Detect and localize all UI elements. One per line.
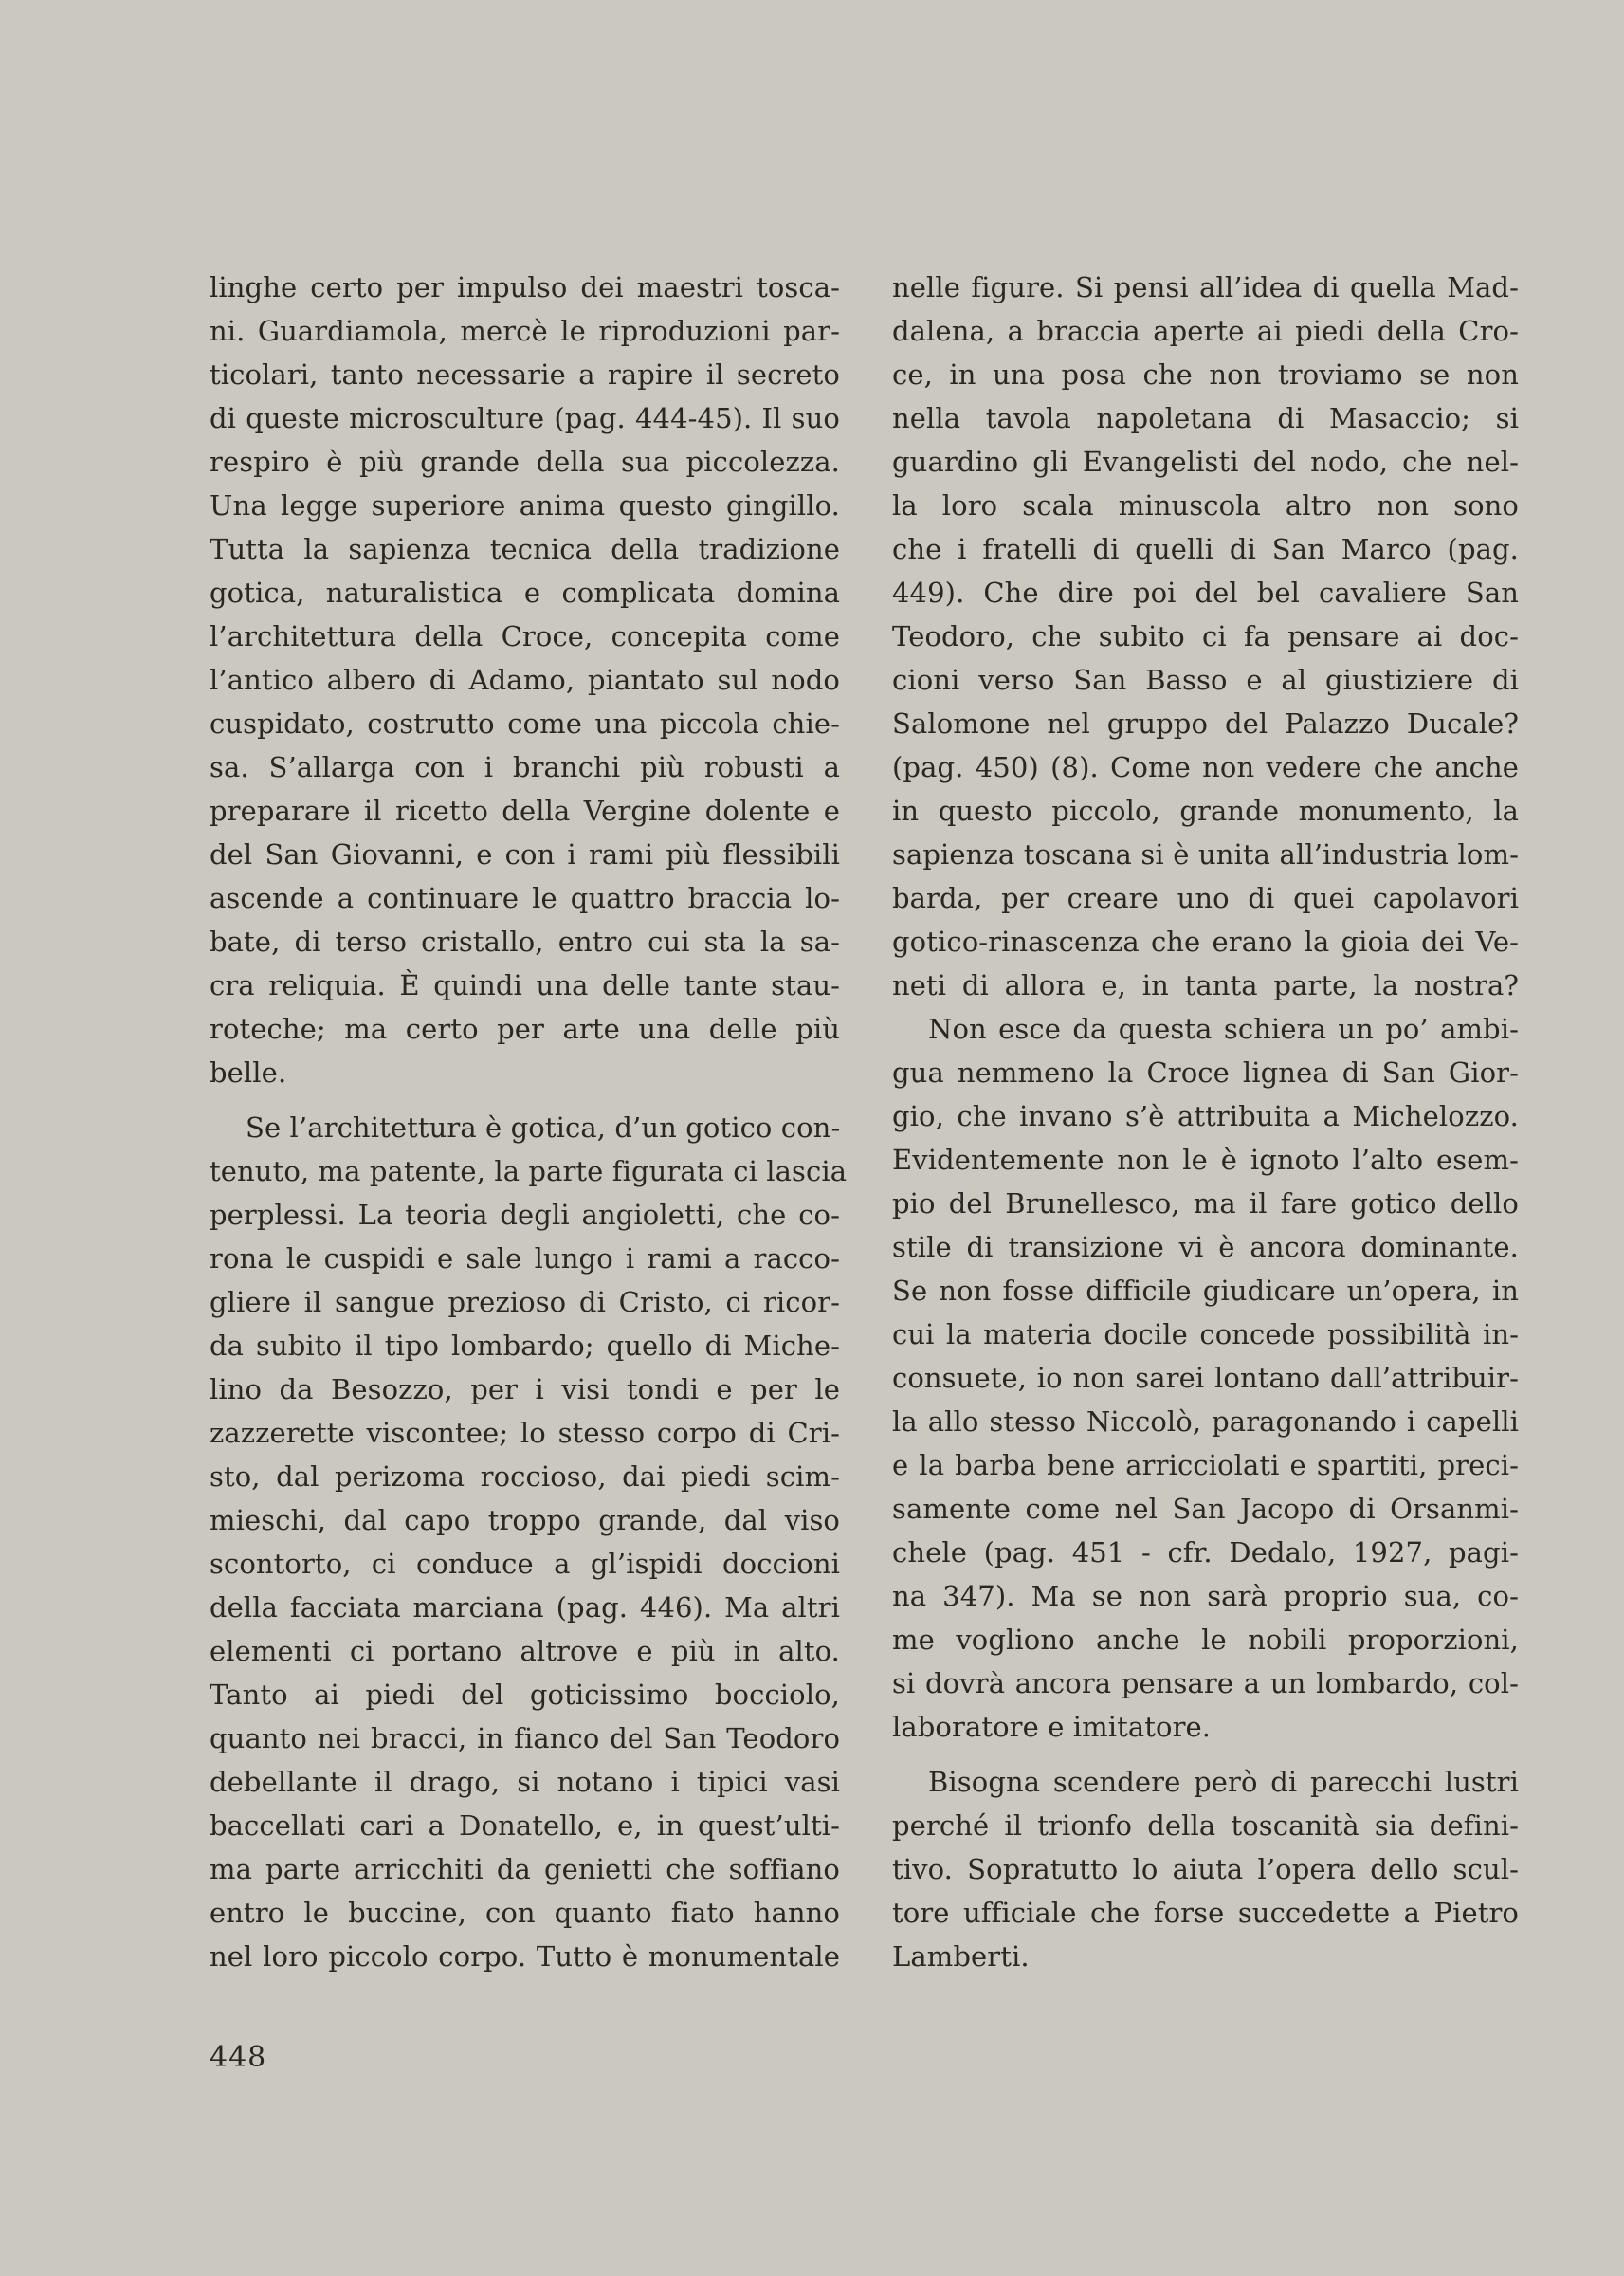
text-line: la loro scala minuscola altro non sono — [892, 489, 1519, 522]
text-line: pio del Brunellesco, ma il fare gotico dello — [892, 1187, 1519, 1220]
text-line: bate, di terso cristallo, entro cui sta la sa- — [210, 926, 840, 958]
text-line: di queste microsculture (pag. 444-45). Il suo — [210, 402, 840, 434]
paragraph-gap — [210, 1094, 840, 1106]
text-line: Se non fosse difficile giudicare un’opera, in — [892, 1275, 1519, 1307]
page-number: 448 — [210, 2041, 267, 2074]
text-line: ni. Guardiamola, mercè le riproduzioni par- — [210, 315, 840, 347]
text-line: nelle figure. Si pensi all’idea di quella Mad- — [892, 271, 1519, 303]
text-line: ma parte arricchiti da genietti che soffiano — [210, 1853, 840, 1885]
text-line: perché il trionfo della toscanità sia defini- — [892, 1809, 1519, 1842]
text-line: sapienza toscana si è unita all’industria lom- — [892, 838, 1519, 871]
text-line: che i fratelli di quelli di San Marco (pag. — [892, 533, 1519, 565]
text-line: ce, in una posa che non troviamo se non — [892, 358, 1519, 391]
text-line: entro le buccine, con quanto fiato hanno — [210, 1897, 840, 1929]
text-line: Evidentemente non le è ignoto l’alto esem- — [892, 1144, 1519, 1176]
text-line: Tutta la sapienza tecnica della tradizione — [210, 533, 840, 565]
text-line: gio, che invano s’è attribuita a Michelozzo. — [892, 1100, 1519, 1132]
text-line: zazzerette viscontee; lo stesso corpo di Cri- — [210, 1417, 840, 1449]
text-line: elementi ci portano altrove e più in alto. — [210, 1635, 840, 1667]
text-line: neti di allora e, in tanta parte, la nostra? — [892, 969, 1519, 1001]
text-line: in questo piccolo, grande monumento, la — [892, 795, 1519, 827]
text-line: Lamberti. — [892, 1940, 1030, 1973]
text-line: guardino gli Evangelisti del nodo, che nel- — [892, 446, 1519, 478]
paragraph-gap — [892, 1749, 1519, 1760]
text-line: chele (pag. 451 - cfr. Dedalo, 1927, pagi- — [892, 1536, 1519, 1569]
text-line: linghe certo per impulso dei maestri tosca- — [210, 271, 840, 303]
text-line: gotico-rinascenza che erano la gioia dei Ve- — [892, 926, 1519, 958]
text-line: si dovrà ancora pensare a un lombardo, col- — [892, 1667, 1519, 1699]
text-line: Tanto ai piedi del goticissimo bocciolo, — [210, 1679, 840, 1711]
text-line: da subito il tipo lombardo; quello di Miche- — [210, 1330, 840, 1362]
text-line: na 347). Ma se non sarà proprio sua, co- — [892, 1580, 1519, 1612]
text-line: (pag. 450) (8). Come non vedere che anche — [892, 751, 1519, 783]
text-line: ticolari, tanto necessarie a rapire il secreto — [210, 358, 840, 391]
text-line: l’antico albero di Adamo, piantato sul nodo — [210, 664, 840, 696]
text-line: perplessi. La teoria degli angioletti, che co- — [210, 1199, 840, 1231]
text-line: laboratore e imitatore. — [892, 1711, 1212, 1743]
text-line: la allo stesso Niccolò, paragonando i capelli — [892, 1405, 1519, 1438]
text-line: mieschi, dal capo troppo grande, dal viso — [210, 1504, 840, 1536]
text-line: Non esce da questa schiera un po’ ambi- — [928, 1013, 1519, 1045]
text-line: lino da Besozzo, per i visi tondi e per le — [210, 1373, 840, 1405]
text-line: gliere il sangue prezioso di Cristo, ci ricor- — [210, 1286, 840, 1318]
text-line: roteche; ma certo per arte una delle più — [210, 1013, 840, 1045]
text-line: l’architettura della Croce, concepita come — [210, 620, 840, 652]
text-line: belle. — [210, 1056, 287, 1089]
text-line: cui la materia docile concede possibilità in- — [892, 1318, 1519, 1350]
text-line: del San Giovanni, e con i rami più flessibili — [210, 838, 840, 871]
text-line: rona le cuspidi e sale lungo i rami a racco- — [210, 1242, 840, 1275]
text-line: tenuto, ma patente, la parte figurata ci lascia — [210, 1155, 848, 1187]
text-line: dalena, a braccia aperte ai piedi della Cro- — [892, 315, 1519, 347]
text-line: e la barba bene arricciolati e spartiti, preci- — [892, 1449, 1519, 1481]
right-column — [892, 266, 1519, 1978]
text-line: Teodoro, che subito ci fa pensare ai doc- — [892, 620, 1519, 652]
text-line: Se l’architettura è gotica, d’un gotico con- — [246, 1111, 841, 1144]
text-line: 449). Che dire poi del bel cavaliere San — [892, 577, 1519, 609]
text-line: baccellati cari a Donatello, e, in quest’ulti- — [210, 1809, 840, 1842]
text-line: Salomone nel gruppo del Palazzo Ducale? — [892, 707, 1519, 740]
text-line: gua nemmeno la Croce lignea di San Gior- — [892, 1056, 1519, 1089]
text-line: tore ufficiale che forse succedette a Pietro — [892, 1897, 1519, 1929]
text-line: stile di transizione vi è ancora dominante. — [892, 1231, 1519, 1263]
text-line: debellante il drago, si notano i tipici vasi — [210, 1766, 840, 1798]
text-line: consuete, io non sarei lontano dall’attribuir- — [892, 1362, 1519, 1394]
text-line: preparare il ricetto della Vergine dolente e — [210, 795, 840, 827]
text-line: sto, dal perizoma roccioso, dai piedi scim- — [210, 1460, 840, 1493]
text-line: tivo. Sopratutto lo aiuta l’opera dello scul- — [892, 1853, 1519, 1885]
text-line: gotica, naturalistica e complicata domina — [210, 577, 840, 609]
text-line: quanto nei bracci, in fianco del San Teodoro — [210, 1722, 840, 1754]
text-line: samente come nel San Jacopo di Orsanmi- — [892, 1493, 1519, 1525]
text-line: Bisogna scendere però di parecchi lustri — [928, 1766, 1519, 1798]
text-line: cra reliquia. È quindi una delle tante stau- — [210, 969, 840, 1001]
text-line: Una legge superiore anima questo gingillo. — [210, 489, 840, 522]
text-line: scontorto, ci conduce a gl’ispidi doccioni — [210, 1548, 840, 1580]
text-line: me vogliono anche le nobili proporzioni, — [892, 1624, 1519, 1656]
text-line: barda, per creare uno di quei capolavori — [892, 882, 1519, 914]
text-line: cuspidato, costrutto come una piccola chie- — [210, 707, 840, 740]
text-line: della facciata marciana (pag. 446). Ma altri — [210, 1591, 840, 1624]
text-line: sa. S’allarga con i branchi più robusti a — [210, 751, 840, 783]
left-column — [210, 266, 848, 1978]
text-line: cioni verso San Basso e al giustiziere di — [892, 664, 1519, 696]
text-line: ascende a continuare le quattro braccia lo- — [210, 882, 840, 914]
text-line: nel loro piccolo corpo. Tutto è monumentale — [210, 1940, 840, 1973]
text-line: respiro è più grande della sua piccolezza. — [210, 446, 840, 478]
text-line: nella tavola napoletana di Masaccio; si — [892, 402, 1519, 434]
